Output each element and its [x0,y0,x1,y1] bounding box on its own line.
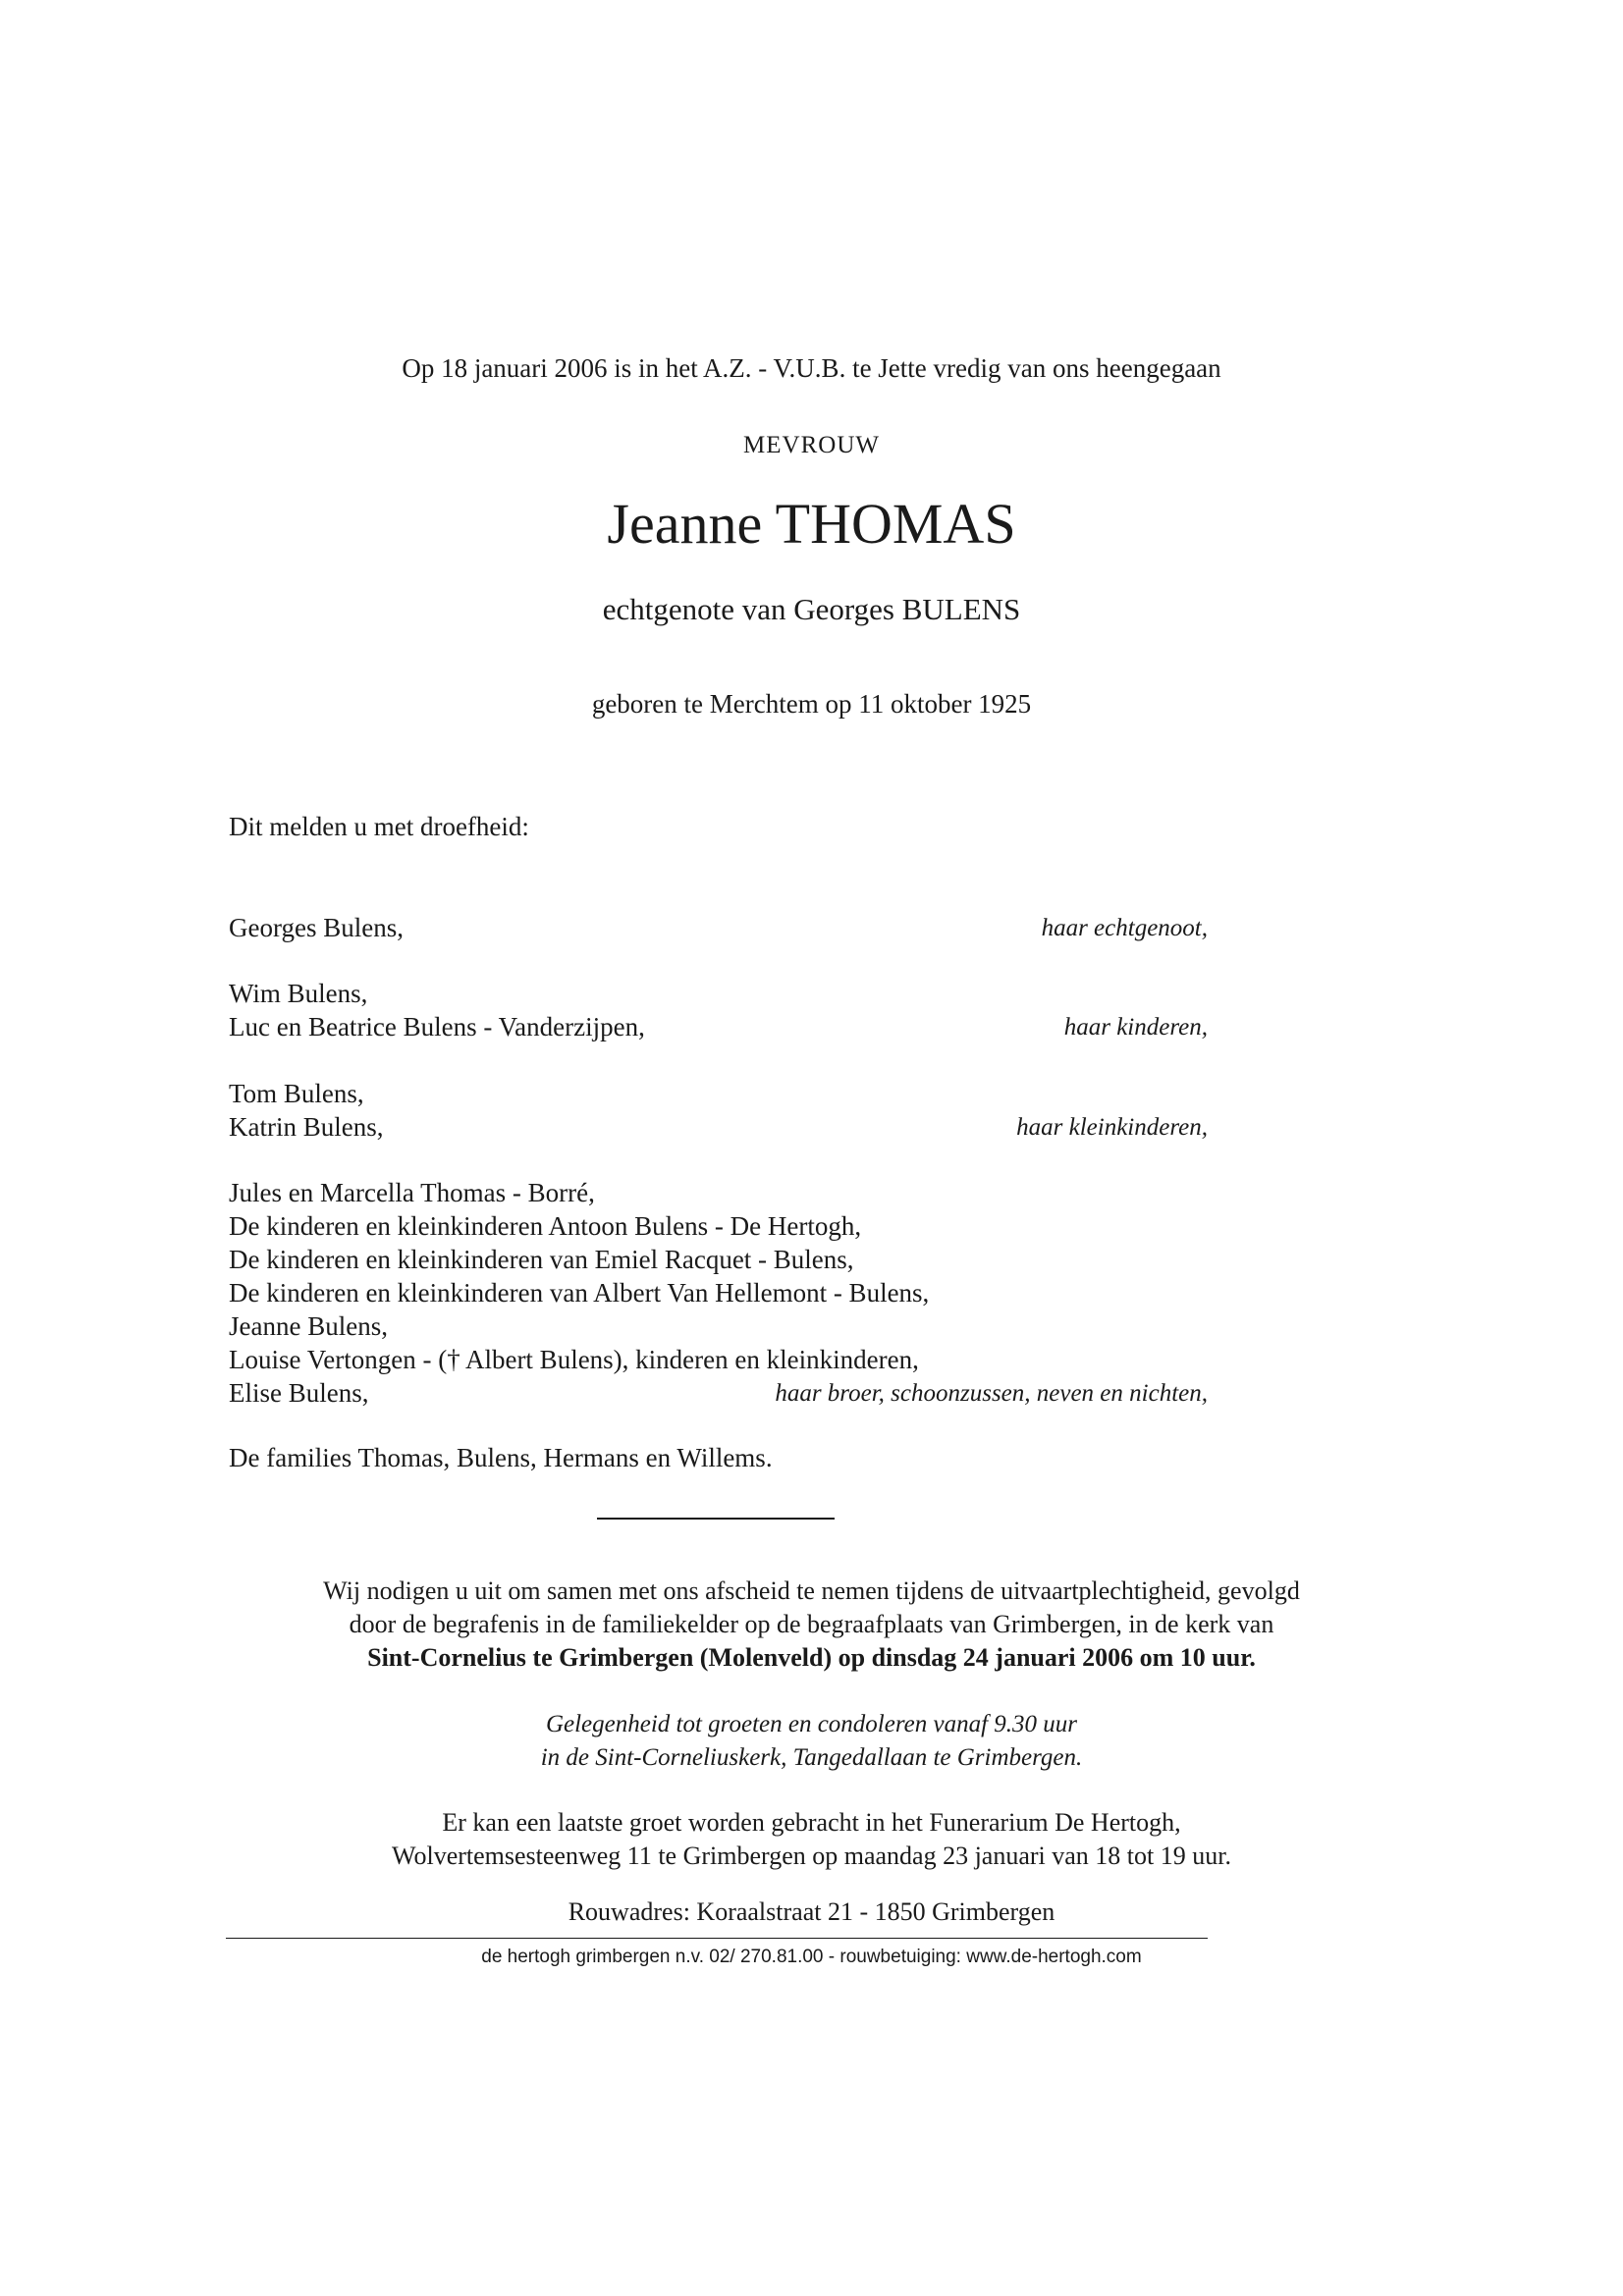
mourner-relative: Jeanne Bulens, [229,1311,388,1341]
mourner-relative: De kinderen en kleinkinderen van Emiel Racquet - Bulens, [229,1245,854,1274]
mourner-relative: De kinderen en kleinkinderen Antoon Bulens - De Hertogh, [229,1211,862,1241]
condolences-line-1: Gelegenheid tot groeten en condoleren vanaf 9.30 uur [545,1711,1078,1737]
families-line: De families Thomas, Bulens, Hermans en Willems. [229,1443,773,1472]
role-relatives: haar broer, schoonzussen, neven en nichten, [775,1380,1208,1407]
mourner-grandchild: Tom Bulens, [229,1079,364,1108]
mourner-child: Luc en Beatrice Bulens - Vanderzijpen, [229,1012,645,1041]
title-mevrouw: MEVROUW [743,432,880,458]
mourner-spouse: Georges Bulens, [229,913,404,942]
mourner-grandchild: Katrin Bulens, [229,1112,384,1142]
spouse-line: echtgenote van Georges BULENS [602,592,1021,626]
mourner-child: Wim Bulens, [229,979,368,1008]
role-spouse: haar echtgenoot, [1041,915,1208,941]
intro-text: Op 18 januari 2006 is in het A.Z. - V.U.B. te Jette vredig van ons heengegaan [402,353,1221,383]
condolences-line-2: in de Sint-Corneliuskerk, Tangedallaan te Grimbergen. [540,1744,1083,1771]
mourner-relative: Elise Bulens, [229,1378,369,1408]
role-children: haar kinderen, [1063,1014,1208,1041]
footer-text: de hertogh grimbergen n.v. 02/ 270.81.00 - rouwbetuiging: www.de-hertogh.com [481,1947,1142,1967]
role-grandchildren: haar kleinkinderen, [1016,1114,1208,1141]
birth-line: geboren te Merchtem op 11 oktober 1925 [591,689,1032,719]
mourner-relative: Louise Vertongen - († Albert Bulens), kinderen en kleinkinderen, [229,1345,919,1374]
mourner-relative: De kinderen en kleinkinderen van Albert Van Hellemont - Bulens, [229,1278,930,1308]
announcement: Dit melden u met droefheid: [229,812,529,841]
mourning-address: Rouwadres: Koraalstraat 21 - 1850 Grimbergen [568,1897,1055,1926]
mourner-relative: Jules en Marcella Thomas - Borré, [229,1178,595,1207]
ceremony-line-1: Wij nodigen u uit om samen met ons afscheid te nemen tijdens de uitvaartplechtigheid, gevolgd [323,1576,1300,1605]
ceremony-line-3: Sint-Cornelius te Grimbergen (Molenveld) op dinsdag 24 januari 2006 om 10 uur. [367,1643,1256,1672]
deceased-name: Jeanne THOMAS [607,492,1016,556]
ceremony-line-2: door de begrafenis in de familiekelder op de begraafplaats van Grimbergen, in de kerk van [349,1610,1274,1638]
funerarium-line-2: Wolvertemsesteenweg 11 te Grimbergen op maandag 23 januari van 18 tot 19 uur. [392,1842,1231,1870]
section-divider [597,1518,835,1520]
funerarium-line-1: Er kan een laatste groet worden gebracht in het Funerarium De Hertogh, [442,1808,1181,1837]
footer-divider [226,1938,1208,1939]
